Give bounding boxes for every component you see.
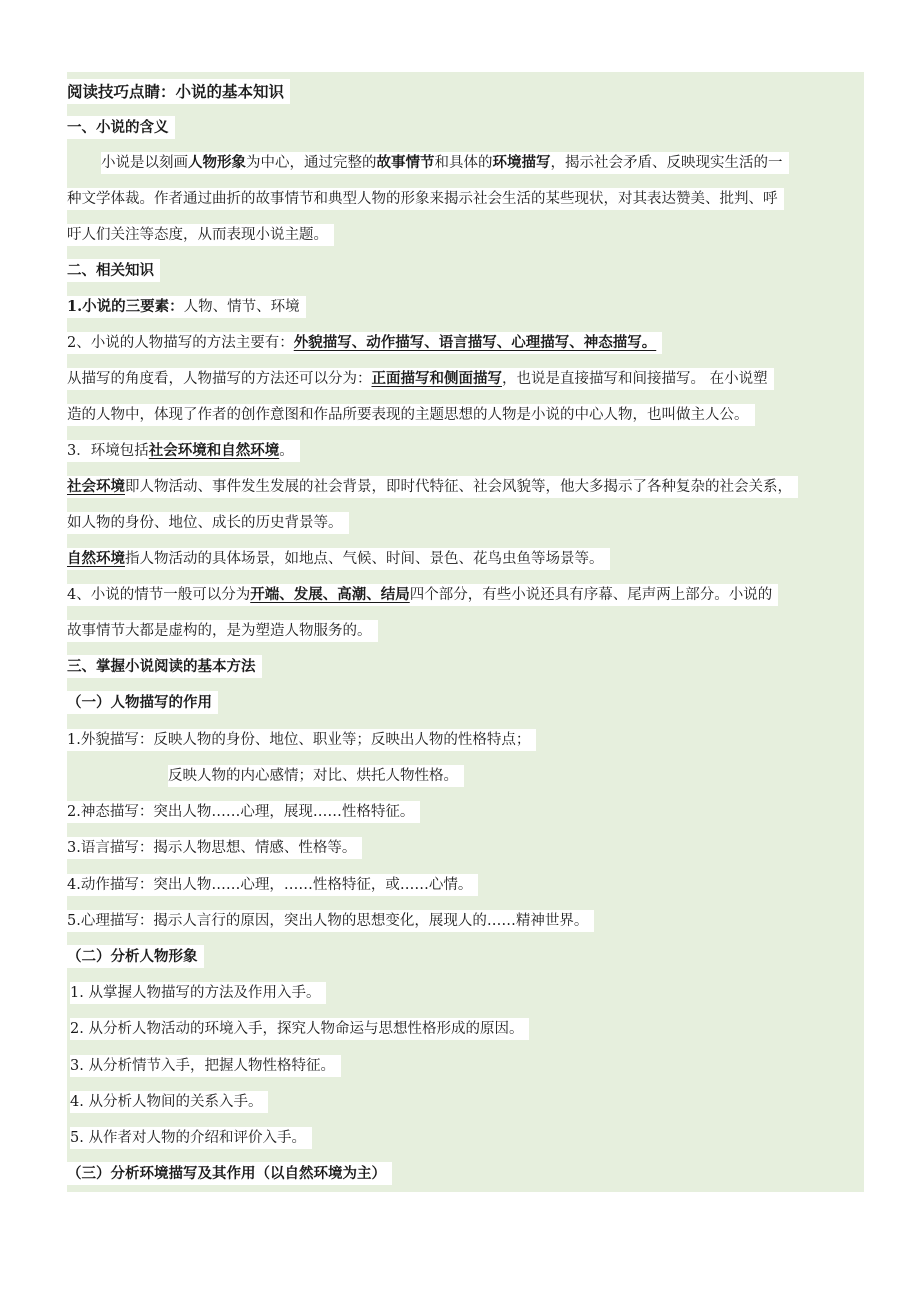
knowledge-4-line-1: 4、小说的情节一般可以分为开端、发展、高潮、结局四个部分，有些小说还具有序幕、尾声两上部分。小说的: [67, 577, 864, 613]
analysis-item: 5. 从作者对人物的介绍和评价入手。: [67, 1120, 864, 1156]
role-item: 3.语言描写：揭示人物思想、情感、性格等。: [67, 830, 864, 866]
role-item: 反映人物的内心感情；对比、烘托人物性格。: [67, 758, 864, 794]
doc-title: 阅读技巧点睛：小说的基本知识: [67, 74, 864, 110]
role-item: 4.动作描写：突出人物……心理，……性格特征，或……心情。: [67, 867, 864, 903]
social-environment-line-2: 如人物的身份、地位、成长的历史背景等。: [67, 505, 864, 541]
knowledge-4-line-2: 故事情节大都是虚构的，是为塑造人物服务的。: [67, 613, 864, 649]
section-1-heading: 一、小说的含义: [67, 110, 864, 146]
paragraph-1-line-3: 吁人们关注等态度，从而表现小说主题。: [67, 217, 864, 253]
document-page: [67, 72, 864, 1192]
role-item: 5.心理描写：揭示人言行的原因，突出人物的思想变化，展现人的……精神世界。: [67, 903, 864, 939]
knowledge-2b-line-2: 造的人物中，体现了作者的创作意图和作品所要表现的主题思想的人物是小说的中心人物，也叫做主人公。: [67, 397, 864, 433]
knowledge-2: 2、小说的人物描写的方法主要有：外貌描写、动作描写、语言描写、心理描写、神态描写。: [67, 325, 864, 361]
analysis-item: 1. 从掌握人物描写的方法及作用入手。: [67, 975, 864, 1011]
role-item: 1.外貌描写：反映人物的身份、地位、职业等；反映出人物的性格特点；: [67, 722, 864, 758]
analysis-item: 4. 从分析人物间的关系入手。: [67, 1084, 864, 1120]
subsection-3-heading: （三）分析环境描写及其作用（以自然环境为主）: [67, 1156, 864, 1192]
knowledge-3: 3．环境包括社会环境和自然环境。: [67, 433, 864, 469]
knowledge-1: 1.小说的三要素：人物、情节、环境: [67, 289, 864, 325]
subsection-2-heading: （二）分析人物形象: [67, 939, 864, 975]
paragraph-1-line-2: 种文学体裁。作者通过曲折的故事情节和典型人物的形象来揭示社会生活的某些现状，对其表达赞美、批判、呼: [67, 181, 864, 217]
analysis-item: 2. 从分析人物活动的环境入手，探究人物命运与思想性格形成的原因。: [67, 1011, 864, 1047]
role-item: 2.神态描写：突出人物……心理，展现……性格特征。: [67, 794, 864, 830]
section-2-heading: 二、相关知识: [67, 253, 864, 289]
natural-environment: 自然环境指人物活动的具体场景，如地点、气候、时间、景色、花鸟虫鱼等场景等。: [67, 541, 864, 577]
analysis-item: 3. 从分析情节入手，把握人物性格特征。: [67, 1048, 864, 1084]
subsection-1-heading: （一）人物描写的作用: [67, 685, 864, 721]
section-3-heading: 三、掌握小说阅读的基本方法: [67, 649, 864, 685]
social-environment-line-1: 社会环境即人物活动、事件发生发展的社会背景，即时代特征、社会风貌等，他大多揭示了各种复杂的社会关系，: [67, 469, 864, 505]
knowledge-2b-line-1: 从描写的角度看，人物描写的方法还可以分为：正面描写和侧面描写，也说是直接描写和间接描写。 在小说塑: [67, 361, 864, 397]
paragraph-1-line-1: 小说是以刻画人物形象为中心，通过完整的故事情节和具体的环境描写，揭示社会矛盾、反映现实生活的一: [67, 145, 864, 181]
